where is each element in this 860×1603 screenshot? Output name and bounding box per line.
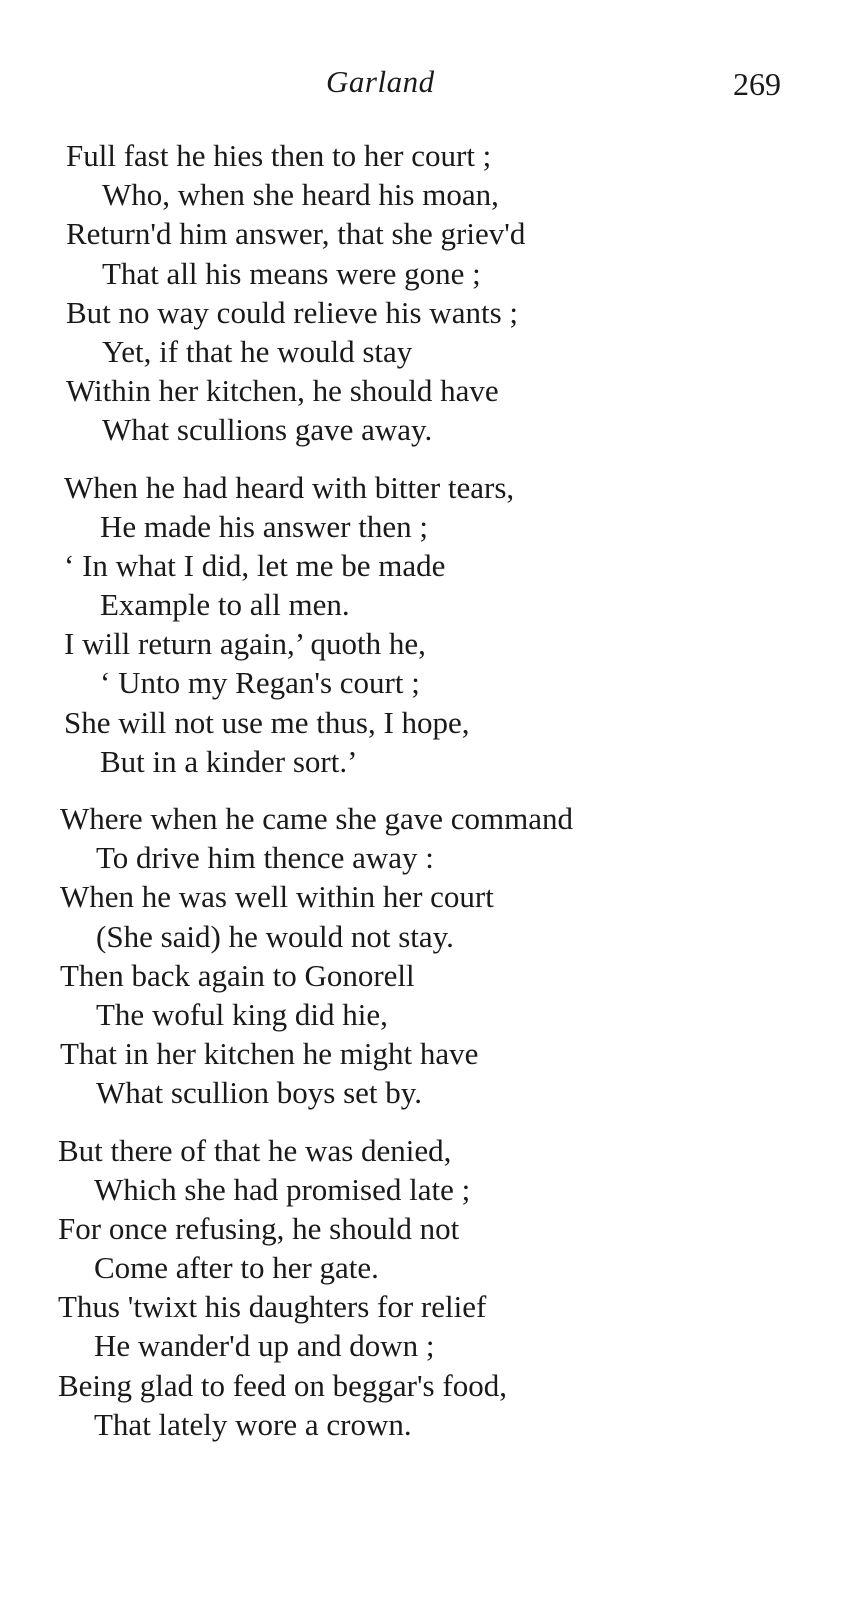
poem-line: But no way could relieve his wants ; — [66, 294, 518, 330]
poem-line: To drive him thence away : — [96, 840, 434, 876]
poem-line: Within her kitchen, he should have — [66, 373, 499, 409]
poem-line: But there of that he was denied, — [58, 1132, 452, 1168]
poem-line: She will not use me thus, I hope, — [64, 704, 470, 740]
poem-line: Example to all men. — [100, 587, 350, 623]
poem-line: Yet, if that he would stay — [102, 333, 413, 369]
poem-line: When he had heard with bitter tears, — [64, 469, 515, 505]
poem-line: The woful king did hie, — [96, 996, 388, 1032]
running-head — [0, 64, 860, 112]
poem-line: ‘ Unto my Regan's court ; — [100, 665, 420, 701]
poem-body — [0, 136, 860, 1444]
poem-line: Being glad to feed on beggar's food, — [58, 1367, 507, 1403]
poem-line: Which she had promised late ; — [94, 1171, 471, 1207]
stanza-4 — [58, 1131, 860, 1445]
poem-line: Who, when she heard his moan, — [102, 177, 499, 213]
poem-line: He made his answer then ; — [100, 508, 428, 544]
poem-line: What scullion boys set by. — [96, 1075, 423, 1111]
poem-line: When he was well within her court — [60, 879, 494, 915]
poem-line: Where when he came she gave command — [60, 801, 573, 836]
poem-line: I will return again,’ quoth he, — [64, 626, 426, 662]
poem-line: But in a kinder sort.’ — [100, 743, 358, 779]
poem-line: That all his means were gone ; — [102, 255, 481, 291]
poem-line: Come after to her gate. — [94, 1250, 379, 1286]
page-number: 269 — [733, 66, 781, 102]
poem-line: That lately wore a crown. — [94, 1406, 412, 1442]
poem-line: What scullions gave away. — [102, 412, 433, 448]
poem-line: He wander'd up and down ; — [94, 1328, 435, 1364]
stanza-2 — [64, 468, 860, 782]
poem-line: (She said) he would not stay. — [96, 918, 454, 954]
poem-line: Then back again to Gonorell — [60, 957, 415, 993]
poem-line: Thus 'twixt his daughters for relief — [58, 1289, 487, 1325]
poem-line: Full fast he hies then to her court ; — [66, 138, 492, 173]
poem-line: Return'd him answer, that she griev'd — [66, 216, 526, 252]
stanza-1 — [66, 136, 860, 450]
poem-line: That in her kitchen he might have — [60, 1036, 479, 1072]
poem-line: For once refusing, he should not — [58, 1210, 460, 1246]
stanza-3 — [60, 799, 860, 1113]
poem-line: ‘ In what I did, let me be made — [64, 547, 446, 583]
running-title: Garland — [326, 64, 435, 99]
